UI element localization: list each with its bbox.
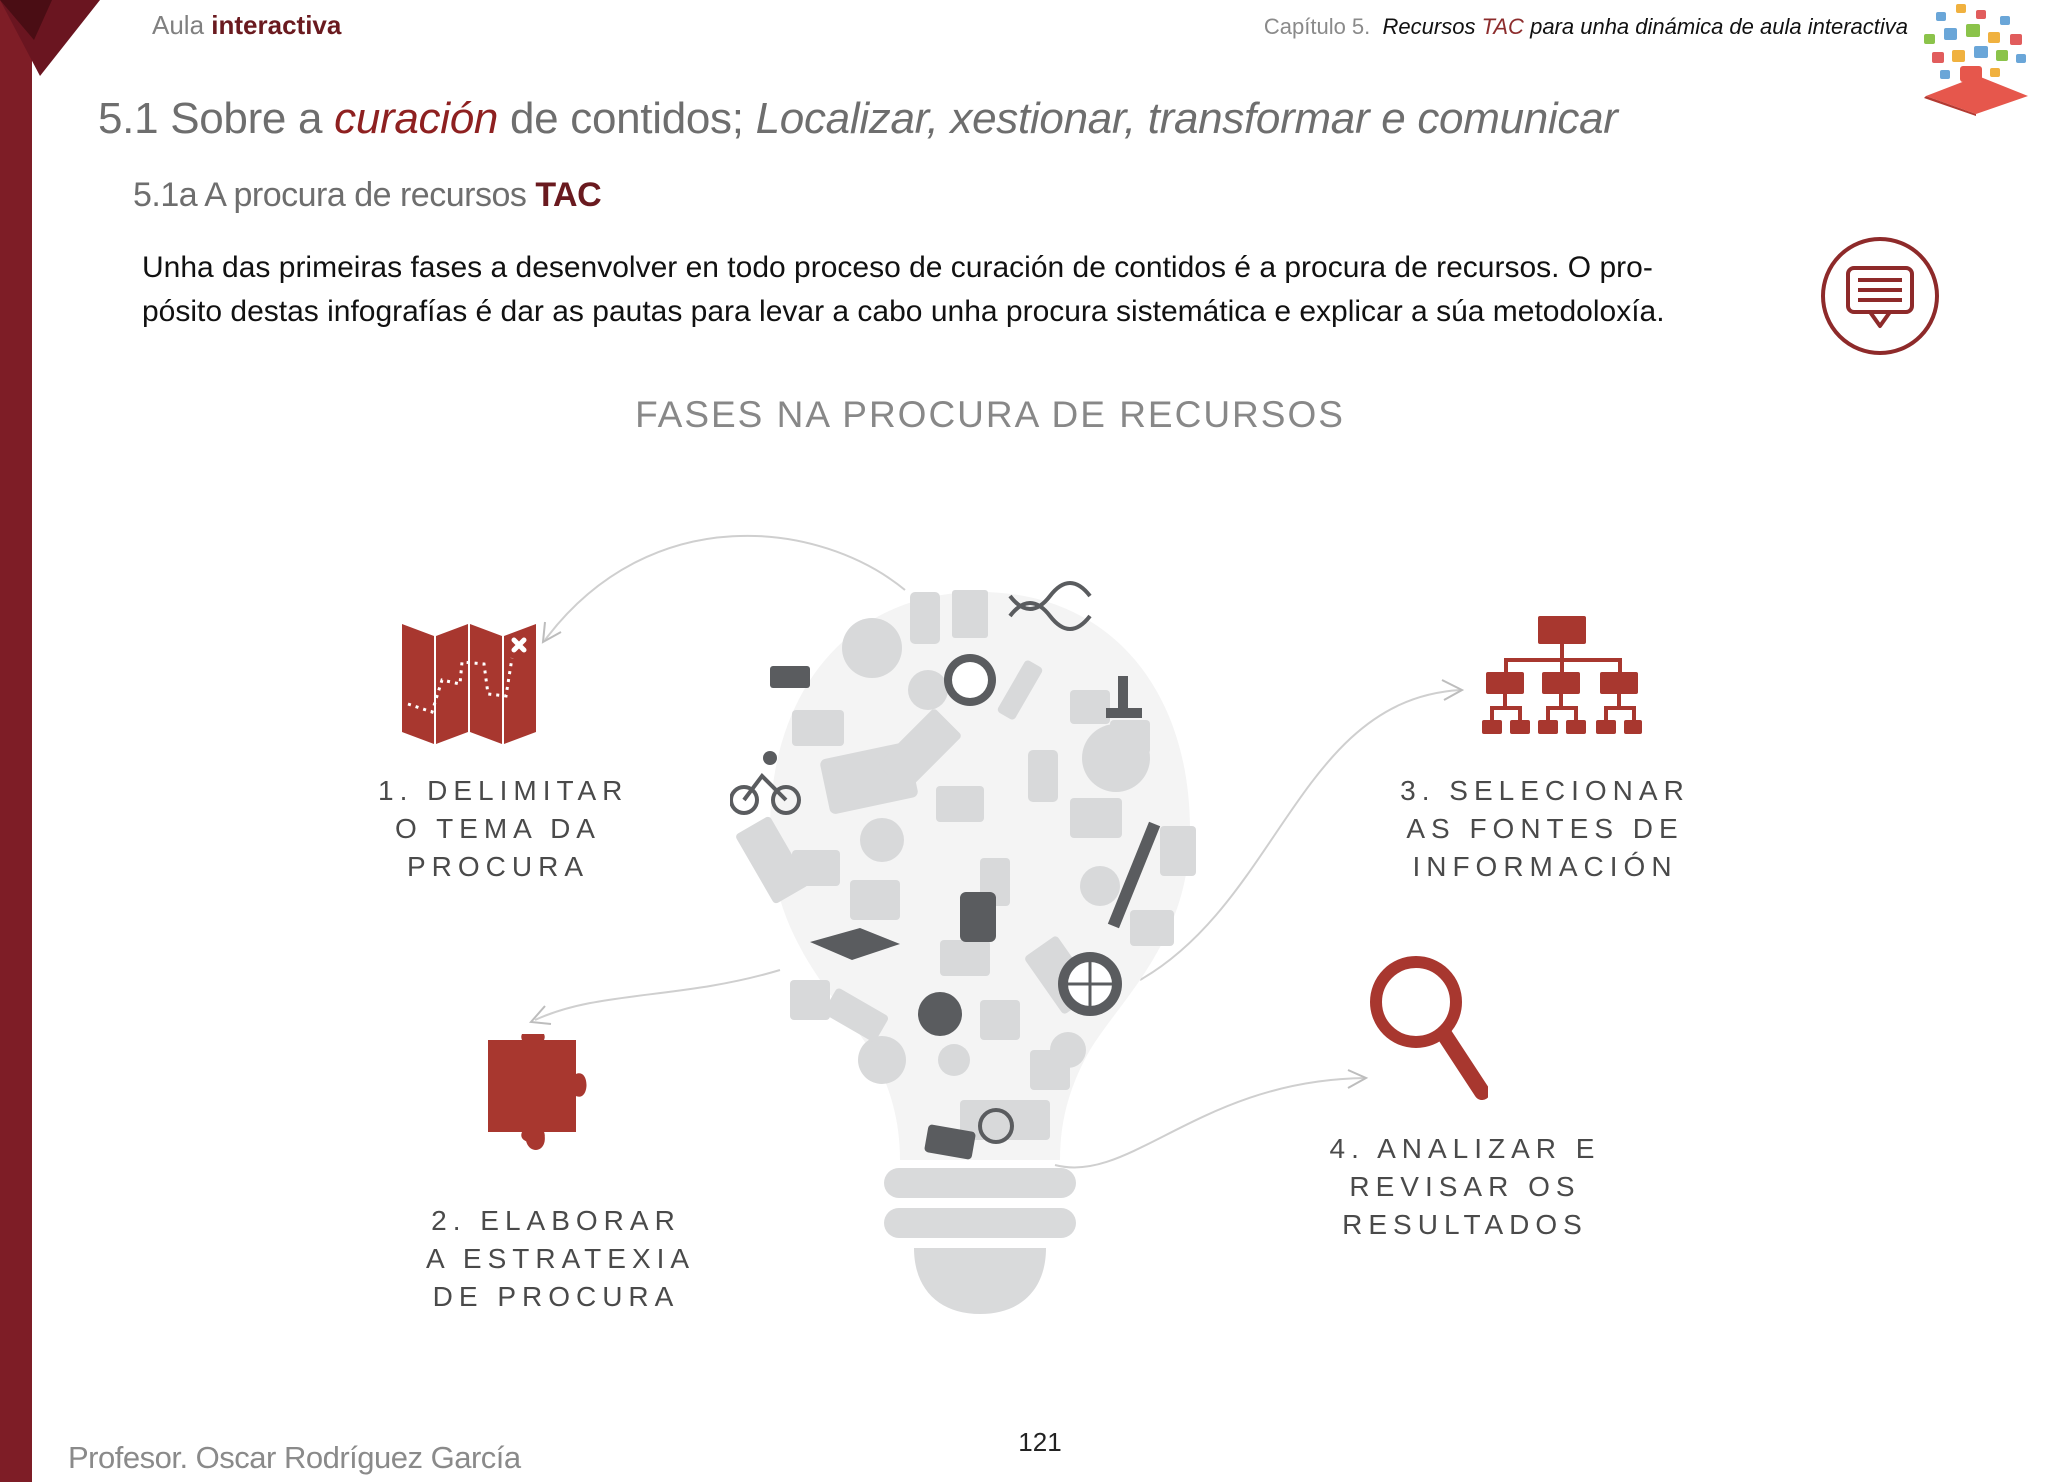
page-number: 121	[1018, 1427, 1062, 1457]
paragraph-line-2: pósito destas infografías é dar as pautas para levar a cabo unha procura sistemática e explicar a súa metodoloxía.	[142, 295, 1665, 328]
chapter-label: Capítulo 5.	[1263, 14, 1371, 39]
paragraph-line-1: Unha das primeiras fases a desenvolver en todo proceso de curación de contidos é a procura de recursos. O pro-	[142, 251, 1653, 284]
map-icon	[402, 620, 538, 744]
phase-3-label: 3. SELECIONAR AS FONTES DE INFORMACIÓN	[1400, 775, 1690, 882]
hierarchy-icon	[1482, 616, 1642, 748]
phase-2-label: 2. ELABORAR A ESTRATEXIA DE PROCURA	[426, 1205, 696, 1312]
chapter-title: Recursos TAC para unha dinámica de aula interactiva	[1382, 14, 1908, 39]
magnifier-icon	[1368, 954, 1488, 1100]
phase-4-label: 4. ANALIZAR E REVISAR OS RESULTADOS	[1329, 1133, 1601, 1240]
phase-1-label: 1. DELIMITAR O TEMA DA PROCURA	[378, 775, 629, 882]
brand-label: Aula interactiva	[152, 10, 342, 40]
subsection-title: 5.1a A procura de recursos TAC	[133, 176, 602, 214]
infographic-title: FASES NA PROCURA DE RECURSOS	[635, 394, 1345, 435]
puzzle-icon	[484, 1034, 622, 1172]
lightbulb-icon	[730, 580, 1230, 1320]
author-name: Profesor. Oscar Rodríguez García	[68, 1440, 521, 1475]
section-title: 5.1 Sobre a curación de contidos; Localizar, xestionar, transformar e comunicar	[98, 94, 1618, 143]
